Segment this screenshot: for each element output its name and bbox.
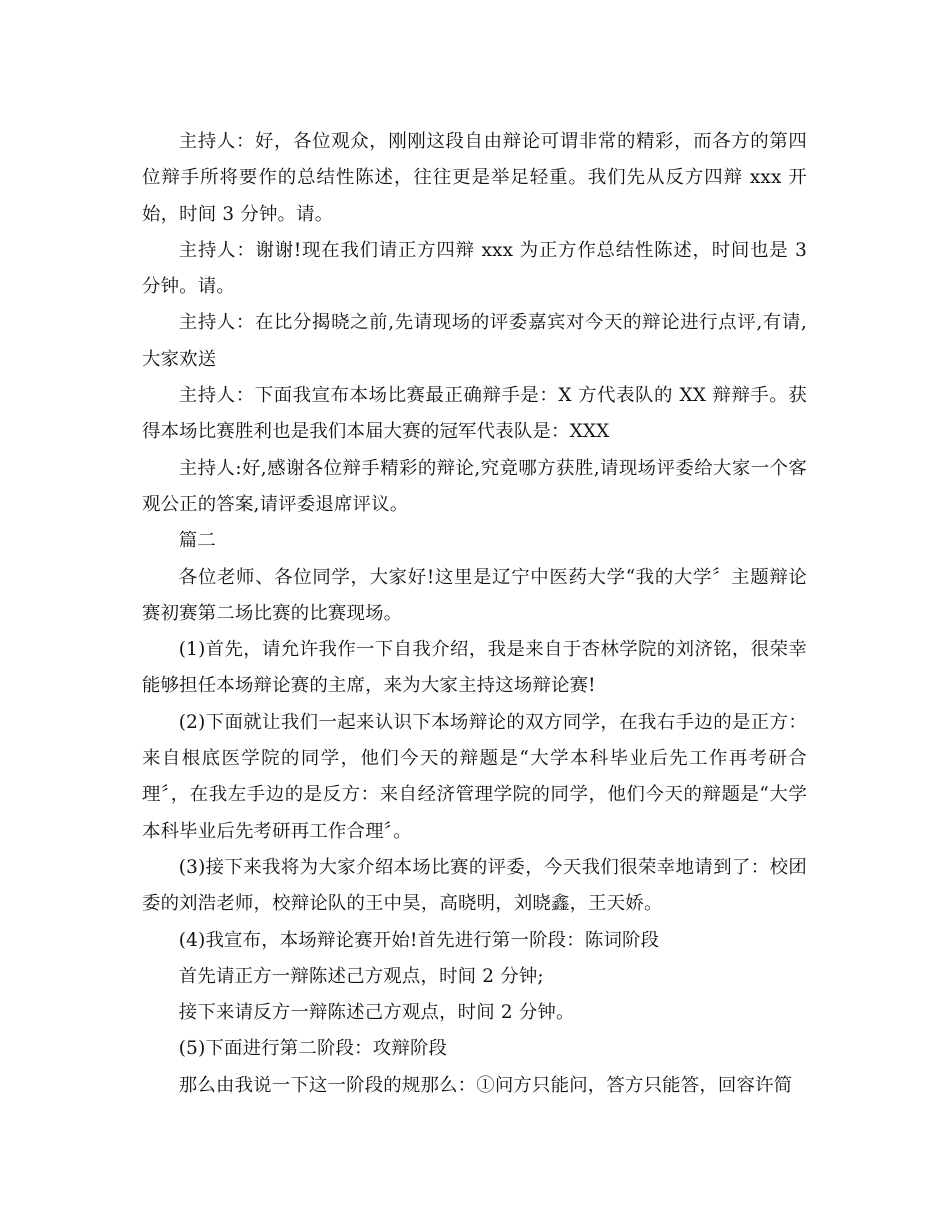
paragraph-welcome: 各位老师、各位同学，大家好!这里是辽宁中医药大学“我的大学〞主题辩论赛初赛第二场比赛的比赛现场。 <box>142 566 807 624</box>
paragraph-teams-introduction: (2)下面就让我们一起来认识下本场辩论的双方同学，在我右手边的是正方：来自根底医学院的同学，他们今天的辩题是“大学本科毕业后先工作再考研合理〞，在我左手边的是反方：来自经济管理学院的同学，他们今天的辩题是“大学本科毕业后先考研再工作合理〞。 <box>142 711 807 842</box>
paragraph-stage-two: (5)下面进行第二阶段：攻辩阶段 <box>178 1038 448 1060</box>
paragraph-pro-first-speaker: 首先请正方一辩陈述己方观点，时间 2 分钟; <box>178 965 544 987</box>
paragraph-host-best-debater: 主持人：下面我宣布本场比赛最正确辩手是：X 方代表队的 XX 辩辩手。获得本场比赛胜利也是我们本届大赛的冠军代表队是：XXX <box>142 385 807 443</box>
paragraph-host-judges-comment: 主持人：在比分揭晓之前,先请现场的评委嘉宾对今天的辩论进行点评,有请,大家欢送 <box>142 312 807 370</box>
paragraph-host-pro-closing: 主持人：谢谢!现在我们请正方四辩 xxx 为正方作总结性陈述，时间也是 3 分钟。请。 <box>142 239 807 298</box>
paragraph-judges-introduction: (3)接下来我将为大家介绍本场比赛的评委，今天我们很荣幸地请到了：校团委的刘浩老师，校辩论队的王中昊，高晓明，刘晓鑫，王天娇。 <box>142 856 807 915</box>
paragraph-host-closing-statements: 主持人：好，各位观众，刚刚这段自由辩论可谓非常的精彩，而各方的第四位辩手所将要作的总结性陈述，往往更是举足轻重。我们先从反方四辩 xxx 开始，时间 3 分钟。请。 <box>142 131 807 225</box>
document-body <box>142 124 807 1104</box>
paragraph-stage-two-rules: 那么由我说一下这一阶段的规那么：①问方只能问，答方只能答，回容许简 <box>178 1074 793 1096</box>
paragraph-stage-one: (4)我宣布，本场辩论赛开始!首先进行第一阶段：陈词阶段 <box>178 929 660 951</box>
section-heading-part-two: 篇二 <box>178 530 216 552</box>
paragraph-self-introduction: (1)首先，请允许我作一下自我介绍，我是来自于杏林学院的刘济铭，很荣幸能够担任本场辩论赛的主席，来为大家主持这场辩论赛! <box>142 639 807 697</box>
paragraph-con-first-speaker: 接下来请反方一辩陈述己方观点，时间 2 分钟。 <box>178 1002 575 1024</box>
paragraph-host-judges-deliberate: 主持人:好,感谢各位辩手精彩的辩论,究竟哪方获胜,请现场评委给大家一个客观公正的答案,请评委退席评议。 <box>142 457 807 515</box>
